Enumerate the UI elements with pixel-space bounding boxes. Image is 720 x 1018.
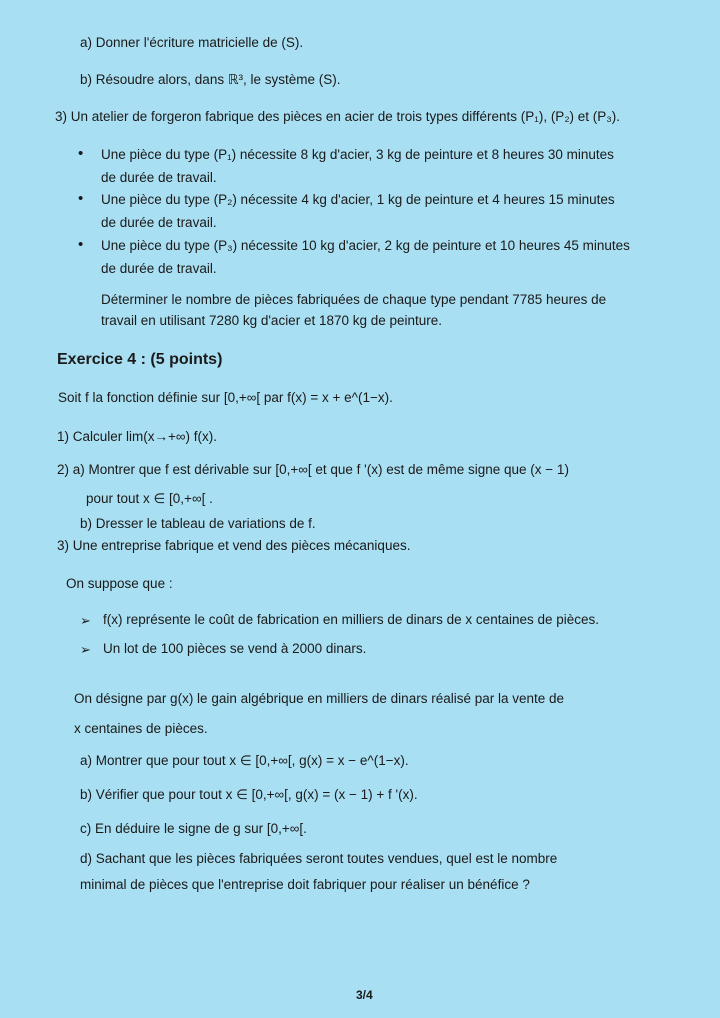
line-text: d) Sachant que les pièces fabriquées seront toutes vendues, quel est le nombre: [80, 851, 558, 866]
line-text: de durée de travail.: [101, 170, 217, 185]
line-text: x centaines de pièces.: [74, 721, 208, 736]
bullet-p1-cont: [101, 170, 217, 185]
line-text: a) Montrer que pour tout x ∈ [0,+∞[, g(x) = x − e^(1−x).: [80, 753, 409, 768]
bullet-p3: [101, 238, 630, 253]
bullet-icon: •: [78, 190, 84, 207]
page-number: [356, 988, 373, 1002]
gain-definition-cont: [74, 721, 208, 736]
line-text: 2) a) Montrer que f est dérivable sur [0,+∞[ et que f '(x) est de même signe que (x − 1): [57, 462, 569, 477]
question-3d: [80, 851, 557, 866]
line-text: pour tout x ∈ [0,+∞[ .: [86, 491, 213, 506]
line-text: On suppose que :: [66, 576, 173, 591]
line-text: 3) Un atelier de forgeron fabrique des pièces en acier de trois types différents (P₁), (P₂) et (P₃).: [55, 109, 621, 124]
bullet-p3-cont: [101, 261, 217, 276]
question-3-task: [101, 292, 606, 307]
function-definition: [58, 390, 393, 405]
line-text: c) En déduire le signe de g sur [0,+∞[.: [80, 821, 307, 836]
line-text: Une pièce du type (P₁) nécessite 8 kg d'acier, 3 kg de peinture et 8 heures 30 minutes: [101, 147, 614, 162]
line-text: b) Résoudre alors, dans ℝ³, le système (S).: [80, 72, 341, 87]
question-3-intro: [55, 109, 620, 124]
assumption-price: [103, 641, 366, 656]
arrowhead-icon: ➢: [80, 613, 91, 628]
question-3b: [80, 787, 418, 803]
bullet-p1: [101, 147, 614, 162]
line-text: Une pièce du type (P₂) nécessite 4 kg d'acier, 1 kg de peinture et 4 heures 15 minutes: [101, 192, 615, 207]
line-text: f(x) représente le coût de fabrication en milliers de dinars de x centaines de pièces.: [103, 612, 600, 627]
line-text: b) Dresser le tableau de variations de f.: [80, 516, 316, 531]
line-text: On désigne par g(x) le gain algébrique en milliers de dinars réalisé par la vente de: [74, 691, 565, 706]
line-text: 1) Calculer lim(x→+∞) f(x).: [57, 429, 218, 444]
line-text: Une pièce du type (P₃) nécessite 10 kg d'acier, 2 kg de peinture et 10 heures 45 minutes: [101, 238, 630, 253]
line-text: Soit f la fonction définie sur [0,+∞[ par f(x) = x + e^(1−x).: [58, 390, 393, 405]
question-2a-cont: [86, 491, 213, 507]
line-text: travail en utilisant 7280 kg d'acier et 1870 kg de peinture.: [101, 313, 443, 328]
line-text: Un lot de 100 pièces se vend à 2000 dinars.: [103, 641, 367, 656]
question-3d-cont: [80, 877, 530, 892]
line-text: b) Vérifier que pour tout x ∈ [0,+∞[, g(x) = (x − 1) + f '(x).: [80, 787, 418, 802]
exercise-title: [57, 351, 222, 369]
question-3: [57, 538, 410, 553]
line-text: Déterminer le nombre de pièces fabriquées de chaque type pendant 7785 heures de: [101, 292, 607, 307]
line-text: a) Donner l'écriture matricielle de (S).: [80, 35, 304, 50]
assumption-cost: [103, 612, 599, 627]
line-text: Exercice 4 : (5 points): [57, 351, 223, 368]
assumption-intro: [66, 576, 173, 591]
item-2b: [80, 72, 341, 88]
gain-definition: [74, 691, 564, 706]
line-text: minimal de pièces que l'entreprise doit fabriquer pour réaliser un bénéfice ?: [80, 877, 530, 892]
line-text: 3) Une entreprise fabrique et vend des pièces mécaniques.: [57, 538, 411, 553]
bullet-p2-cont: [101, 215, 217, 230]
question-3-task-cont: [101, 313, 442, 328]
bullet-p2: [101, 192, 615, 207]
item-2a: [80, 35, 303, 50]
question-2b: [80, 516, 316, 531]
question-3a: [80, 753, 409, 769]
bullet-icon: •: [78, 145, 84, 162]
arrowhead-icon: ➢: [80, 642, 91, 657]
line-text: de durée de travail.: [101, 215, 217, 230]
page-number-text: 3/4: [356, 988, 373, 1002]
question-3c: [80, 821, 307, 836]
bullet-icon: •: [78, 236, 84, 253]
line-text: de durée de travail.: [101, 261, 217, 276]
question-2a: [57, 462, 569, 477]
question-1: [57, 429, 217, 444]
